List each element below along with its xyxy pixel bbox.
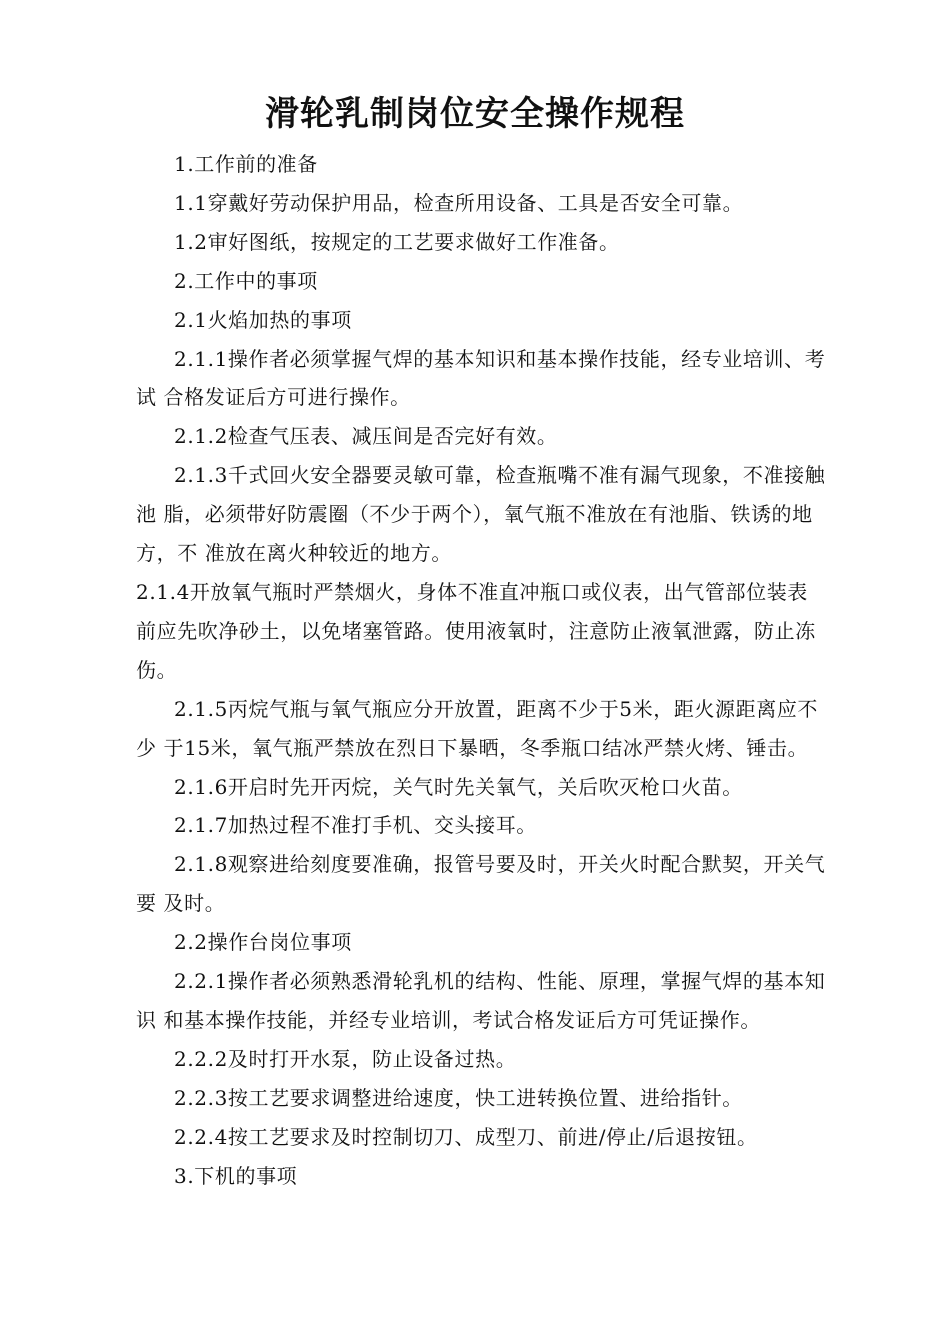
paragraph: 2.1.5丙烷气瓶与氧气瓶应分开放置，距离不少于5米，距火源距离应不少 于15米，氧气瓶严禁放在烈日下暴晒，冬季瓶口结冰严禁火烤、锤击。 — [136, 696, 819, 760]
document-body — [136, 145, 826, 1195]
paragraph: 2.1.7加热过程不准打手机、交头接耳。 — [174, 813, 537, 838]
paragraph: 2.1.2检查气压表、减压间是否完好有效。 — [174, 424, 558, 449]
paragraph: 2.1.4开放氧气瓶时严禁烟火，身体不准直冲瓶口或仪表，出气管部位装表 前应先吹净砂土，以免堵塞管路。使用液氧时，注意防止液氧泄露，防止冻伤。 — [136, 579, 816, 682]
paragraph: 2.2.1操作者必须熟悉滑轮乳机的结构、性能、原理，掌握气焊的基本知识 和基本操作技能，并经专业培训，考试合格发证后方可凭证操作。 — [136, 969, 826, 1032]
paragraph: 2.1.1操作者必须掌握气焊的基本知识和基本操作技能，经专业培训、考试 合格发证后方可进行操作。 — [136, 346, 826, 410]
paragraph: 1.1穿戴好劳动保护用品，检查所用设备、工具是否安全可靠。 — [174, 190, 744, 215]
paragraph: 1.2审好图纸，按规定的工艺要求做好工作准备。 — [174, 229, 620, 254]
paragraph: 2.2.2及时打开水泵，防止设备过热。 — [174, 1046, 517, 1071]
paragraph: 3.下机的事项 — [174, 1163, 298, 1188]
paragraph: 2.1.8观察进给刻度要准确，报管号要及时，开关火时配合默契，开关气要 及时。 — [136, 852, 826, 916]
paragraph: 2.2.3按工艺要求调整进给速度，快工进转换位置、进给指针。 — [174, 1085, 743, 1110]
paragraph: 2.1.6开启时先开丙烷，关气时先关氧气，关后吹灭枪口火苗。 — [174, 774, 743, 799]
document-title: 滑轮乳制岗位安全操作规程 — [265, 94, 685, 134]
paragraph: 2.工作中的事项 — [174, 268, 318, 293]
paragraph: 1.工作前的准备 — [174, 152, 318, 176]
paragraph: 2.2.4按工艺要求及时控制切刀、成型刀、前进/停止/后退按钮。 — [174, 1124, 758, 1149]
paragraph: 2.1.3千式回火安全器要灵敏可靠，检查瓶嘴不准有漏气现象，不准接触池 脂，必须带好防震圈（不少于两个），氧气瓶不准放在有池脂、铁诱的地方，不 准放在离火种较近的地方。 — [136, 463, 826, 566]
paragraph: 2.2操作台岗位事项 — [174, 930, 352, 955]
paragraph: 2.1火焰加热的事项 — [174, 307, 352, 332]
